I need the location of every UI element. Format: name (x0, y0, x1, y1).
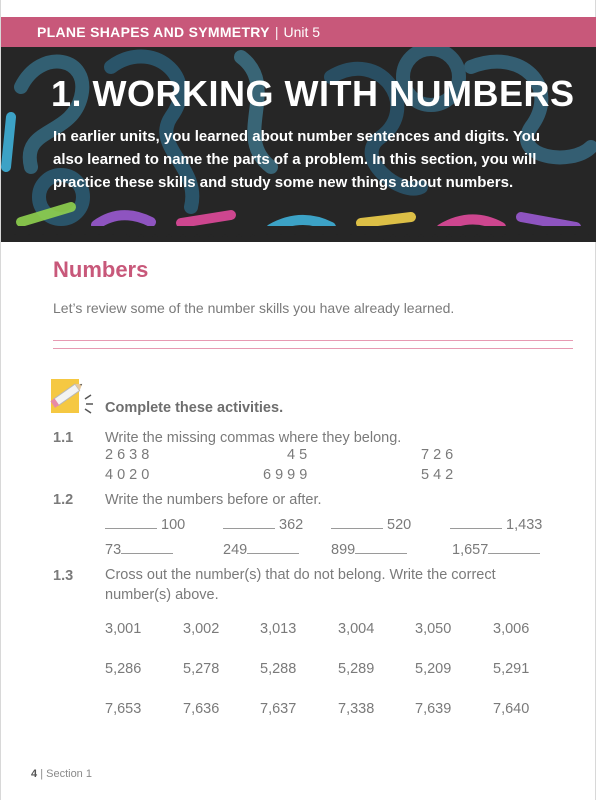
answer-blank[interactable] (105, 515, 157, 529)
divider-line (53, 348, 573, 349)
question-prompt: Cross out the number(s) that do not belong. Write the correct number(s) above. (105, 567, 496, 603)
sequence-number[interactable]: 3,002 (183, 621, 220, 637)
digit-group: 726 (421, 447, 458, 463)
after-item (223, 540, 299, 558)
question-number: 1.2 (53, 492, 74, 508)
question-number: 1.3 (53, 568, 74, 584)
section-title: Numbers (53, 257, 149, 282)
answer-blank[interactable] (223, 515, 275, 529)
sequence-number[interactable]: 7,637 (260, 701, 297, 717)
given-number: 520 (387, 517, 412, 533)
digit-group: 6999 (263, 467, 312, 483)
page-heading: 1. WORKING WITH NUMBERS (51, 73, 575, 114)
page-footer (31, 768, 92, 780)
question-prompt: Write the numbers before or after. (105, 492, 322, 508)
divider-line (53, 340, 573, 341)
sequence-number[interactable]: 5,288 (260, 661, 297, 677)
digit-group: 542 (421, 467, 458, 483)
sequence-number[interactable]: 7,636 (183, 701, 220, 717)
answer-blank[interactable] (488, 540, 540, 554)
sequence-number[interactable]: 5,289 (338, 661, 375, 677)
section-intro: Let’s review some of the number skills you have already learned. (53, 300, 455, 316)
given-number: 1,657 (452, 542, 489, 558)
sequence-number[interactable]: 3,013 (260, 621, 297, 637)
question-prompt: Write the missing commas where they belong. (105, 430, 402, 446)
given-number: 100 (161, 517, 186, 533)
sequence-number[interactable]: 7,640 (493, 701, 530, 717)
sequence-number[interactable]: 3,004 (338, 621, 375, 637)
sequence-number[interactable]: 5,286 (105, 661, 142, 677)
sequence-number[interactable]: 7,639 (415, 701, 452, 717)
sequence-number[interactable]: 5,291 (493, 661, 530, 677)
answer-blank[interactable] (331, 515, 383, 529)
given-number: 1,433 (506, 517, 543, 533)
before-item (450, 515, 542, 533)
banner-intro: In earlier units, you learned about number sentences and digits. You also learned to name the parts of a problem. In this section, you will practice these skills and study some new things about numbers. (53, 128, 541, 191)
before-item (331, 515, 411, 533)
digit-group: 4020 (105, 467, 154, 483)
answer-blank[interactable] (247, 540, 299, 554)
sequence-number[interactable]: 3,001 (105, 621, 142, 637)
answer-blank[interactable] (355, 540, 407, 554)
given-number: 249 (223, 542, 248, 558)
given-number: 73 (105, 542, 122, 558)
after-item (452, 540, 540, 558)
sequence-number[interactable]: 5,209 (415, 661, 452, 677)
after-item (105, 540, 173, 558)
unit-header-bar (1, 17, 596, 47)
question-number: 1.1 (53, 430, 74, 446)
sequence-number[interactable]: 3,006 (493, 621, 530, 637)
given-number: 899 (331, 542, 356, 558)
sequence-number[interactable]: 7,338 (338, 701, 375, 717)
header-separator: | (274, 24, 279, 40)
sequence-number[interactable]: 5,278 (183, 661, 220, 677)
activities-title: Complete these activities. (105, 400, 284, 416)
before-item (223, 515, 303, 533)
after-item (331, 540, 407, 558)
pencil-icon (49, 377, 95, 417)
sequence-number[interactable]: 3,050 (415, 621, 452, 637)
footer-separator: | (40, 768, 44, 780)
digit-group: 45 (287, 447, 312, 463)
digit-group: 2638 (105, 447, 154, 463)
footer-section: Section 1 (46, 768, 92, 780)
before-item (105, 515, 185, 533)
answer-blank[interactable] (121, 540, 173, 554)
zigzag-edge (1, 226, 596, 244)
unit-title: PLANE SHAPES AND SYMMETRY (37, 24, 270, 40)
unit-label: Unit 5 (283, 24, 321, 40)
answer-blank[interactable] (450, 515, 502, 529)
given-number: 362 (279, 517, 304, 533)
chalkboard-banner (1, 47, 596, 242)
page-number: 4 (31, 768, 38, 780)
sequence-number[interactable]: 7,653 (105, 701, 142, 717)
